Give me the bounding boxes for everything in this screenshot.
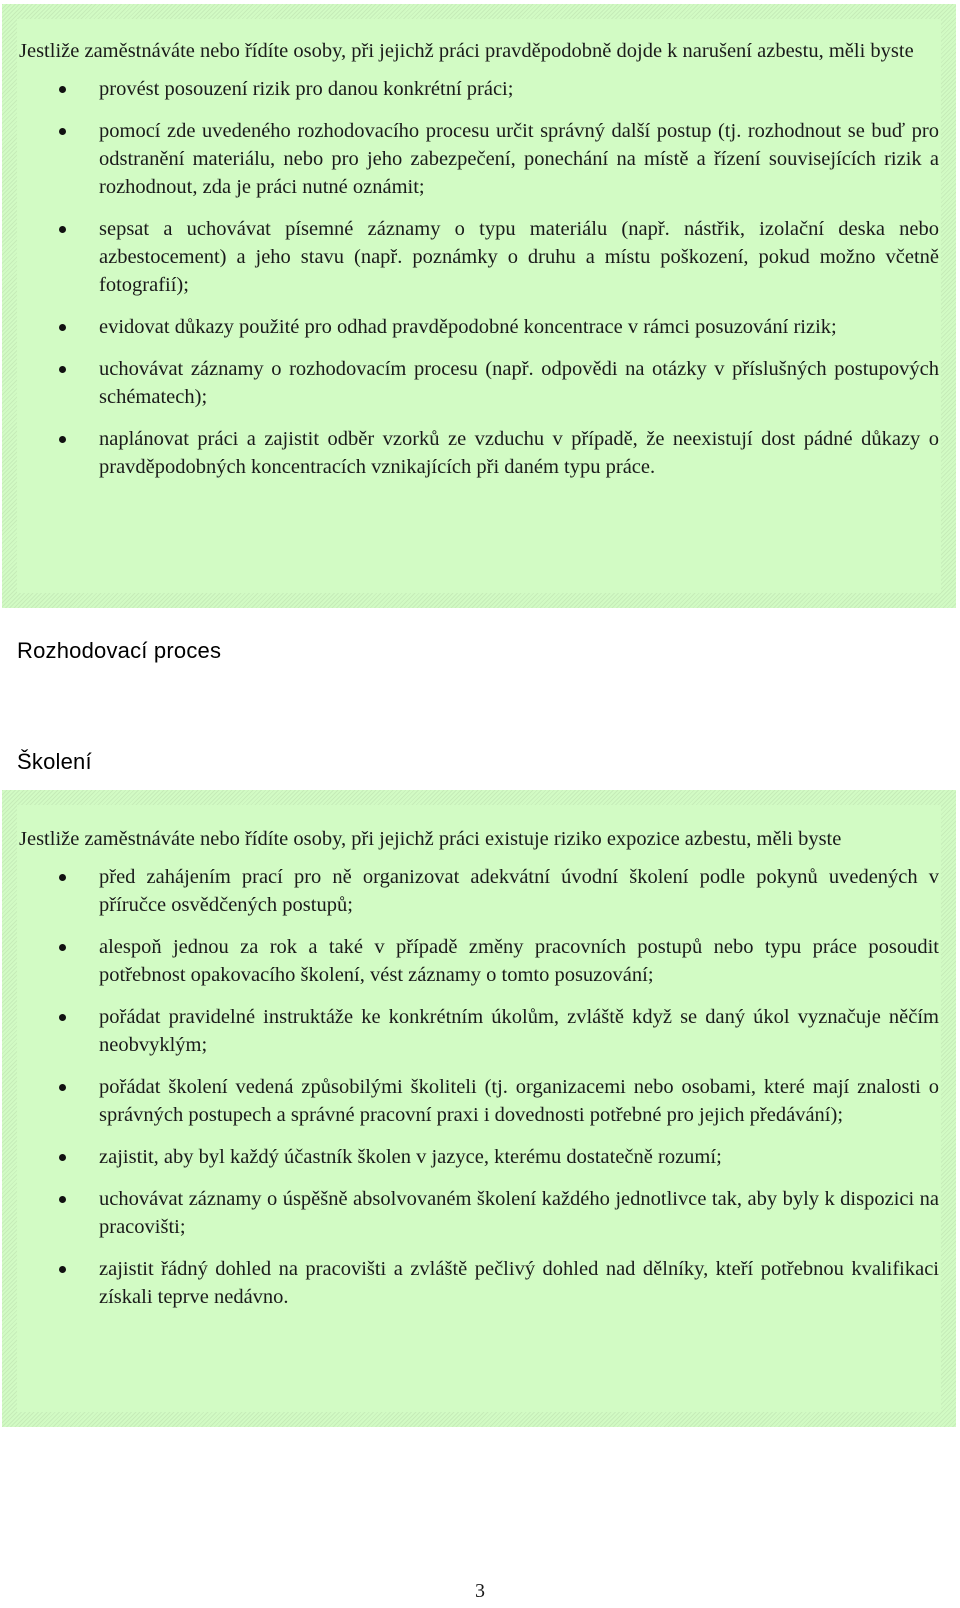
bullet-icon bbox=[59, 86, 66, 93]
bullet-icon bbox=[59, 128, 66, 135]
list-item bbox=[19, 425, 939, 481]
bullet-icon bbox=[59, 874, 66, 881]
list-item-text: naplánovat práci a zajistit odběr vzorků ze vzduchu v případě, že neexistují dost pádné důkazy o pravděpodobných koncentracích vznikajících při daném typu práce. bbox=[99, 428, 939, 478]
list-item bbox=[19, 215, 939, 299]
list-item-text: pořádat pravidelné instruktáže ke konkrétním úkolům, zvláště když se daný úkol vyznačuje něčím neobvyklým; bbox=[99, 1006, 939, 1056]
bullet-icon bbox=[59, 436, 66, 443]
bullet-icon bbox=[59, 226, 66, 233]
list-item-text: uchovávat záznamy o rozhodovacím procesu (např. odpovědi na otázky v příslušných postupových schématech); bbox=[99, 358, 939, 408]
bullet-icon bbox=[59, 1196, 66, 1203]
asbestos-assessment-intro: Jestliže zaměstnáváte nebo řídíte osoby, při jejichž práci pravděpodobně dojde k narušení azbestu, měli byste bbox=[19, 40, 914, 62]
list-item bbox=[19, 313, 939, 341]
list-item bbox=[19, 863, 939, 919]
bullet-icon bbox=[59, 1084, 66, 1091]
list-item bbox=[19, 1073, 939, 1129]
bullet-icon bbox=[59, 944, 66, 951]
asbestos-assessment-list bbox=[19, 75, 939, 481]
list-item bbox=[19, 1185, 939, 1241]
training-intro: Jestliže zaměstnáváte nebo řídíte osoby, při jejichž práci existuje riziko expozice azbestu, měli byste bbox=[19, 828, 842, 850]
list-item-text: zajistit řádný dohled na pracovišti a zvláště pečlivý dohled nad dělníky, kteří potřebnou kvalifikaci získali teprve nedávno. bbox=[99, 1258, 939, 1308]
training-heading: Školení bbox=[17, 749, 92, 774]
bullet-icon bbox=[59, 324, 66, 331]
training-list bbox=[19, 863, 939, 1311]
list-item bbox=[19, 75, 939, 103]
bullet-icon bbox=[59, 1266, 66, 1273]
training-box bbox=[2, 790, 956, 1427]
list-item-text: evidovat důkazy použité pro odhad pravděpodobné koncentrace v rámci posuzování rizik; bbox=[99, 316, 837, 338]
decision-process-heading: Rozhodovací proces bbox=[17, 638, 222, 663]
list-item-text: provést posouzení rizik pro danou konkrétní práci; bbox=[99, 78, 514, 100]
bullet-icon bbox=[59, 1014, 66, 1021]
list-item-text: před zahájením prací pro ně organizovat adekvátní úvodní školení podle pokynů uvedených v příručce osvědčených postupů; bbox=[99, 866, 939, 916]
list-item bbox=[19, 1143, 939, 1171]
list-item bbox=[19, 117, 939, 201]
list-item bbox=[19, 355, 939, 411]
list-item-text: alespoň jednou za rok a také v případě změny pracovních postupů nebo typu práce posoudit potřebnost opakovacího školení, vést záznamy o tomto posuzování; bbox=[99, 936, 939, 986]
list-item-text: pořádat školení vedená způsobilými školiteli (tj. organizacemi nebo osobami, které mají znalosti o správných postupech a správné pracovní praxi i dovednosti potřebné pro jejich předávání); bbox=[99, 1076, 939, 1126]
list-item bbox=[19, 1255, 939, 1311]
page-number: 3 bbox=[475, 1580, 485, 1602]
list-item-text: uchovávat záznamy o úspěšně absolvovaném školení každého jednotlivce tak, aby byly k dispozici na pracovišti; bbox=[99, 1188, 939, 1238]
list-item bbox=[19, 933, 939, 989]
list-item-text: sepsat a uchovávat písemné záznamy o typu materiálu (např. nástřik, izolační deska nebo azbestocement) a jeho stavu (např. poznámky o druhu a místu poškození, pokud možno včetně fotografií); bbox=[99, 218, 939, 296]
list-item-text: pomocí zde uvedeného rozhodovacího procesu určit správný další postup (tj. rozhodnout se buď pro odstranění materiálu, nebo pro jeho zabezpečení, ponechání na místě a řízení souvisejících rizik a rozhodnout, zda je práci nutné oznámit; bbox=[99, 120, 939, 198]
bullet-icon bbox=[59, 1154, 66, 1161]
list-item-text: zajistit, aby byl každý účastník školen v jazyce, kterému dostatečně rozumí; bbox=[99, 1146, 722, 1168]
list-item bbox=[19, 1003, 939, 1059]
bullet-icon bbox=[59, 366, 66, 373]
asbestos-assessment-box bbox=[2, 4, 956, 608]
